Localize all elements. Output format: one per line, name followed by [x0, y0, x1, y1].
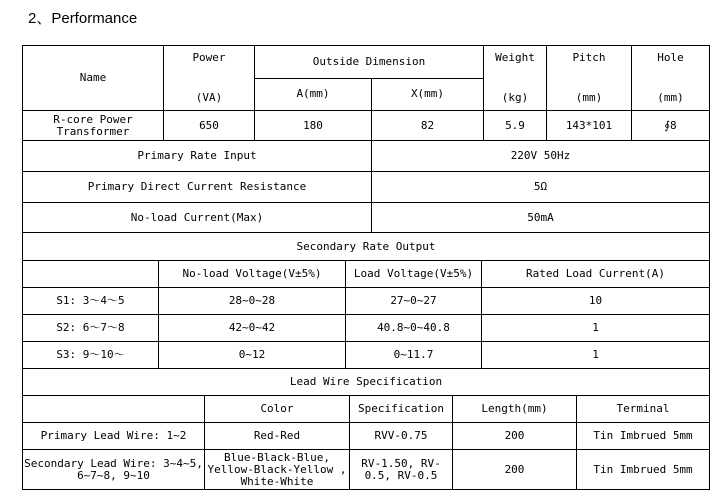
secondary-header-blank — [23, 261, 159, 288]
leadwire-title: Lead Wire Specification — [23, 369, 710, 396]
leadwire-header-blank — [23, 396, 205, 423]
spec-value-primary-input: 220V 50Hz — [372, 141, 710, 172]
secondary-row-load: 40.8~0~40.8 — [346, 315, 482, 342]
leadwire-row-spec: RVV-0.75 — [350, 423, 453, 450]
header-noload-voltage: No-load Voltage(V±5%) — [159, 261, 346, 288]
cell-weight: 5.9 — [484, 111, 547, 141]
lead-wire-table — [22, 368, 710, 490]
header-outside-dimension: Outside Dimension — [255, 46, 484, 79]
header-specification: Specification — [350, 396, 453, 423]
leadwire-row-terminal: Tin Imbrued 5mm — [577, 450, 710, 490]
cell-dim-a: 180 — [255, 111, 372, 141]
cell-dim-x: 82 — [372, 111, 484, 141]
spec-label-dc-resistance: Primary Direct Current Resistance — [23, 172, 372, 203]
spec-label-noload-current: No-load Current(Max) — [23, 203, 372, 233]
leadwire-row-label: Secondary Lead Wire: 3~4~5, 6~7~8, 9~10 — [23, 450, 205, 490]
header-power: Power (VA) — [164, 46, 255, 111]
cell-hole: ∮8 — [632, 111, 710, 141]
leadwire-row-color: Red-Red — [205, 423, 350, 450]
header-dim-a: A(mm) — [255, 78, 372, 111]
leadwire-row-length: 200 — [453, 450, 577, 490]
header-pitch: Pitch (mm) — [547, 46, 632, 111]
secondary-row-load: 27~0~27 — [346, 288, 482, 315]
performance-table — [22, 45, 710, 233]
secondary-row-noload: 28~0~28 — [159, 288, 346, 315]
section-heading: 2、Performance — [28, 10, 138, 27]
leadwire-row-length: 200 — [453, 423, 577, 450]
header-name: Name — [23, 46, 164, 111]
header-terminal: Terminal — [577, 396, 710, 423]
secondary-row-load: 0~11.7 — [346, 342, 482, 369]
secondary-row-rated: 1 — [482, 315, 710, 342]
header-color: Color — [205, 396, 350, 423]
header-dim-x: X(mm) — [372, 78, 484, 111]
secondary-title: Secondary Rate Output — [23, 233, 710, 261]
spec-value-noload-current: 50mA — [372, 203, 710, 233]
spec-value-dc-resistance: 5Ω — [372, 172, 710, 203]
cell-pitch: 143*101 — [547, 111, 632, 141]
leadwire-row-color: Blue-Black-Blue, Yellow-Black-Yellow , White-White — [205, 450, 350, 490]
header-rated-current: Rated Load Current(A) — [482, 261, 710, 288]
secondary-row-noload: 42~0~42 — [159, 315, 346, 342]
header-weight: Weight (kg) — [484, 46, 547, 111]
secondary-row-label: S3: 9～10～ — [23, 342, 159, 369]
secondary-row-rated: 10 — [482, 288, 710, 315]
spec-label-primary-input: Primary Rate Input — [23, 141, 372, 172]
secondary-row-label: S1: 3～4～5 — [23, 288, 159, 315]
cell-name: R-core Power Transformer — [23, 111, 164, 141]
header-hole: Hole (mm) — [632, 46, 710, 111]
header-length: Length(mm) — [453, 396, 577, 423]
secondary-row-label: S2: 6～7～8 — [23, 315, 159, 342]
secondary-output-table — [22, 232, 710, 369]
secondary-row-noload: 0~12 — [159, 342, 346, 369]
cell-power: 650 — [164, 111, 255, 141]
header-load-voltage: Load Voltage(V±5%) — [346, 261, 482, 288]
leadwire-row-label: Primary Lead Wire: 1~2 — [23, 423, 205, 450]
leadwire-row-terminal: Tin Imbrued 5mm — [577, 423, 710, 450]
leadwire-row-spec: RV-1.50, RV-0.5, RV-0.5 — [350, 450, 453, 490]
secondary-row-rated: 1 — [482, 342, 710, 369]
